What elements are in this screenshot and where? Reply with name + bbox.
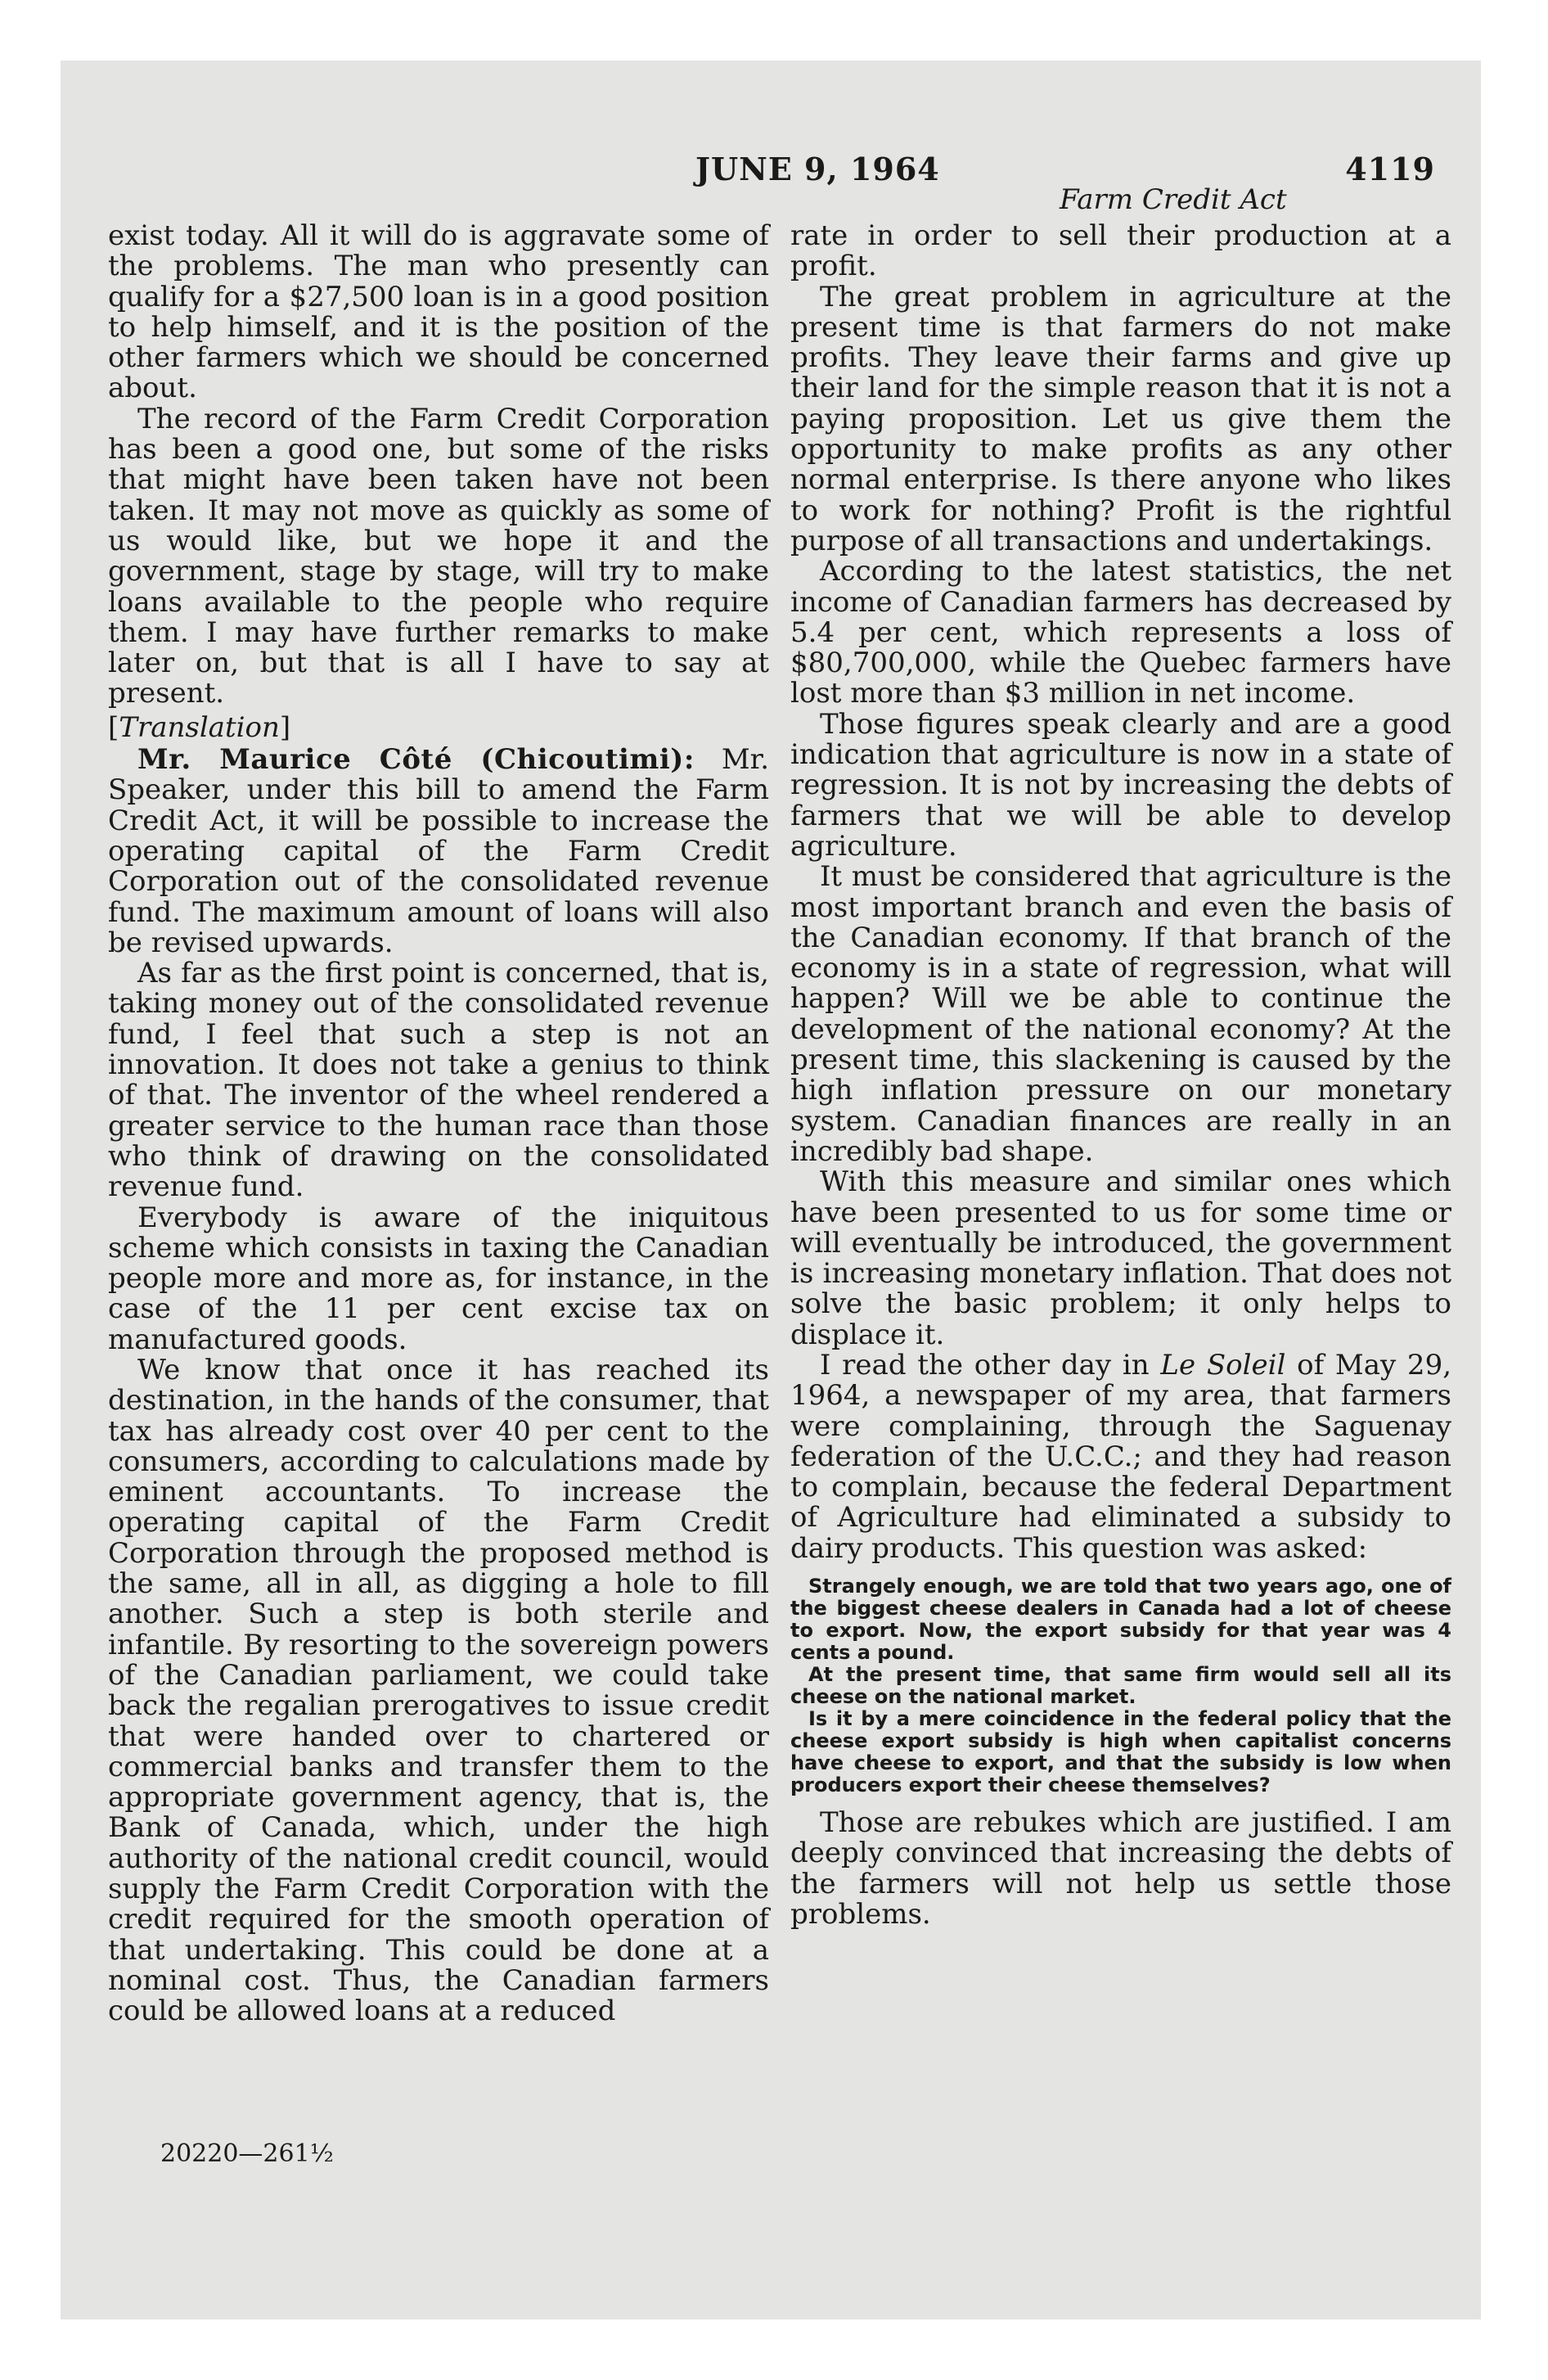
block-quote (790, 1575, 1451, 1796)
text-run: I read the other day in (820, 1348, 1161, 1382)
running-title: Farm Credit Act (1060, 183, 1287, 216)
left-column (108, 221, 769, 2027)
paragraph: rate in order to sell their production at a profit. (790, 219, 1451, 283)
translation-tag: [Translation] (108, 710, 291, 744)
paragraph: Those are rebukes which are justified. I am deeply convinced that increasing the debts of the farmers will not help us settle those problems. (790, 1806, 1451, 1931)
paragraph: With this measure and similar ones which have been presented to us for some time or will eventually be introduced, the government is increasing monetary inflation. That does not solve the basic problem; it only helps to displace it. (790, 1165, 1451, 1351)
header-date: JUNE 9, 1964 (695, 151, 940, 187)
paragraph: exist today. All it will do is aggravate some of the problems. The man who presently can qualify for a $27,500 loan is in a good position to help himself, and it is the position of the other farmers which we should be concerned about. (108, 219, 769, 405)
speaker-text: Mr. Speaker, under this bill to amend the Farm Credit Act, it will be possible to increase the operating capital of the Farm Credit Corporation out of the consolidated revenue fund. The maximum amount of loans will also be revised upwards. (108, 743, 769, 959)
print-code: 20220—261½ (160, 2139, 334, 2168)
paragraph: The record of the Farm Credit Corporation has been a good one, but some of the risks that might have been taken have not been taken. It may not move as quickly as some of us would like, but we hope it and the government, stage by stage, will try to make loans available to the people who require them. I may have further remarks to make later on, but that is all I have to say at present. (108, 402, 769, 710)
text-run: of May 29, 1964, a newspaper of my area, that farmers were complaining, through the Saguenay federation of the U.C.C.; and they had reason to complain, because the federal Department of Agriculture had eliminated a subsidy to dairy products. This question was asked: (790, 1348, 1452, 1565)
paragraph: We know that once it has reached its destination, in the hands of the consumer, that tax has already cost over 40 per cent to the consumers, according to calculations made by eminent accountants. To increase the operating capital of the Farm Credit Corporation through the proposed method is the same, all in all, as digging a hole to fill another. Such a step is both sterile and infantile. By resorting to the sovereign powers of the Canadian parliament, we could take back the regalian prerogatives to issue credit that were handed over to chartered or commercial banks and transfer them to the appropriate government agency, that is, the Bank of Canada, which, under the high authority of the national credit council, would supply the Farm Credit Corporation with the credit required for the smooth operation of that undertaking. This could be done at a nominal cost. Thus, the Canadian farmers could be allowed loans at a reduced (108, 1353, 769, 2028)
paragraph: According to the latest statistics, the net income of Canadian farmers has decreased by 5.4 per cent, which represents a loss of $80,700,000, while the Quebec farmers have lost more than $3 million in net income. (790, 555, 1451, 710)
quote-paragraph: At the present time, that same firm would sell all its cheese on the national market. (790, 1663, 1451, 1709)
page-sheet (61, 61, 1481, 2319)
paragraph-speaker (108, 745, 769, 958)
quote-paragraph: Is it by a mere coincidence in the federal policy that the cheese export subsidy is high when capitalist concerns have cheese to export, and that the subsidy is low when producers export their cheese themselves? (790, 1707, 1451, 1797)
paragraph: Everybody is aware of the iniquitous scheme which consists in taxing the Canadian people more and more as, for instance, in the case of the 11 per cent excise tax on manufactured goods. (108, 1201, 769, 1356)
paragraph: It must be considered that agriculture is the most important branch and even the basis of the Canadian economy. If that branch of the economy is in a state of regression, what will happen? Will we be able to continue the development of the national economy? At the present time, this slackening is caused by the high inflation pressure on our monetary system. Canadian finances are really in an incredibly bad shape. (790, 860, 1451, 1168)
paragraph (790, 1350, 1451, 1564)
quote-paragraph: Strangely enough, we are told that two years ago, one of the biggest cheese dealers in Canada had a lot of cheese to export. Now, the export subsidy for that year was 4 cents a pound. (790, 1575, 1451, 1665)
paragraph: Those figures speak clearly and are a good indication that agriculture is now in a state of regression. It is not by increasing the debts of farmers that we will be able to develop agriculture. (790, 707, 1451, 863)
paragraph: As far as the first point is concerned, that is, taking money out of the consolidated revenue fund, I feel that such a step is not an innovation. It does not take a genius to think of that. The inventor of the wheel rendered a greater service to the human race than those who think of drawing on the consolidated revenue fund. (108, 957, 769, 1204)
page-number: 4119 (1345, 151, 1435, 187)
paragraph: The great problem in agriculture at the present time is that farmers do not make profits. They leave their farms and give up their land for the simple reason that it is not a paying proposition. Let us give them the opportunity to make profits as any other normal enterprise. Is there anyone who likes to work for nothing? Profit is the rightful purpose of all transactions and undertakings. (790, 280, 1451, 557)
newspaper-title: Le Soleil (1160, 1348, 1286, 1382)
translation-word: Translation (119, 710, 280, 744)
speaker-name: Mr. Maurice Côté (Chicoutimi): (137, 743, 695, 777)
right-column (790, 221, 1451, 1930)
